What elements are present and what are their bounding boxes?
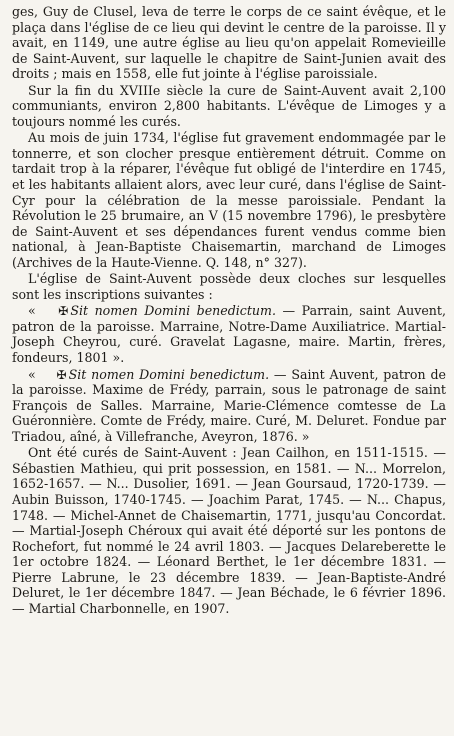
inscription-bell-2 xyxy=(12,367,446,445)
paragraph-eglise-endommagee: Au mois de juin 1734, l'église fut gravement endommagée par le tonnerre, et son clocher presque entièrement détruit. Comme on tardait trop à la réparer, l'évêque fut obligé de l'interdire en 1745, et les habitants allaient alors, avec leur curé, dans l'église de Saint-Cyr pour la célébration de la messe paroissiale. Pendant la Révolution le 25 brumaire, an V (15 novembre 1796), le presbytère de Saint-Auvent et ses dépendances furent vendus comme bien national, à Jean-Baptiste Chaisemartin, marchand de Limoges (Archives de la Haute-Vienne. Q. 148, n° 327). xyxy=(12,130,446,270)
inscription-bell-1 xyxy=(12,303,446,365)
paragraph-cloches-intro: L'église de Saint-Auvent possède deux cloches sur lesquelles sont les inscriptions suivantes : xyxy=(12,271,446,302)
latin-motto: Sit nomen Domini benedictum. xyxy=(70,303,276,319)
latin-motto: Sit nomen Domini benedictum. xyxy=(68,366,270,382)
paragraph-liste-cures: Ont été curés de Saint-Auvent : Jean Cailhon, en 1511-1515. — Sébastien Mathieu, qui prit possession, en 1581. — N... Morrelon, 1652-1657. — N... Dusolier, 1691. — Jean Goursaud, 1720-1739. — Aubin Buisson, 1740-1745. — Joachim Parat, 1745. — N... Chapus, 1748. — Michel-Annet de Chaisemartin, 1771, jusqu'au Concordat. — Martial-Joseph Chéroux qui avait été déporté sur les pontons de Rochefort, fut nommé le 24 avril 1803. — Jacques Delareberette le 1er octobre 1824. — Léonard Berthet, le 1er décembre 1831. — Pierre Labrune, le 23 décembre 1839. — Jean-Baptiste-André Deluret, le 1er décembre 1847. — Jean Béchade, le 6 février 1896. — Martial Charbonnelle, en 1907. xyxy=(12,445,446,616)
cross-icon: ✠ xyxy=(58,304,69,319)
inscription-text: — Saint Auvent, patron de la paroisse. Maxime de Frédy, parrain, sous le patronage de saint François de Salles. Marraine, Marie-Clémence comtesse de La Guéronnière. Comte de Frédy, maire. Curé, M. Deluret. Fondue par Triadou, aîné, à Villefranche, Aveyron, 1876. » xyxy=(12,366,446,444)
cross-icon: ✠ xyxy=(56,367,67,382)
paragraph-cure-xviiie: Sur la fin du XVIIIe siècle la cure de Saint-Auvent avait 2,100 communiants, environ 2,800 habitants. L'évêque de Limoges y a toujours nommé les curés. xyxy=(12,82,446,129)
quote-open: « xyxy=(28,303,43,319)
quote-open: « xyxy=(28,366,41,382)
paragraph-saint-eveque: ges, Guy de Clusel, leva de terre le corps de ce saint évêque, et le plaça dans l'église de ce lieu qui devint le centre de la paroisse. Il y avait, en 1149, une autre église au lieu qu'on appelait Romevieille de Saint-Auvent, sur laquelle le chapitre de Saint-Junien avait des droits ; mais en 1558, elle fut jointe à l'église paroissiale. xyxy=(12,4,446,82)
inscription-text: — Parrain, saint Auvent, patron de la paroisse. Marraine, Notre-Dame Auxiliatrice. Martial-Joseph Cheyrou, curé. Gravelat Lagasne, maire. Martin, frères, fondeurs, 1801 ». xyxy=(12,303,446,366)
